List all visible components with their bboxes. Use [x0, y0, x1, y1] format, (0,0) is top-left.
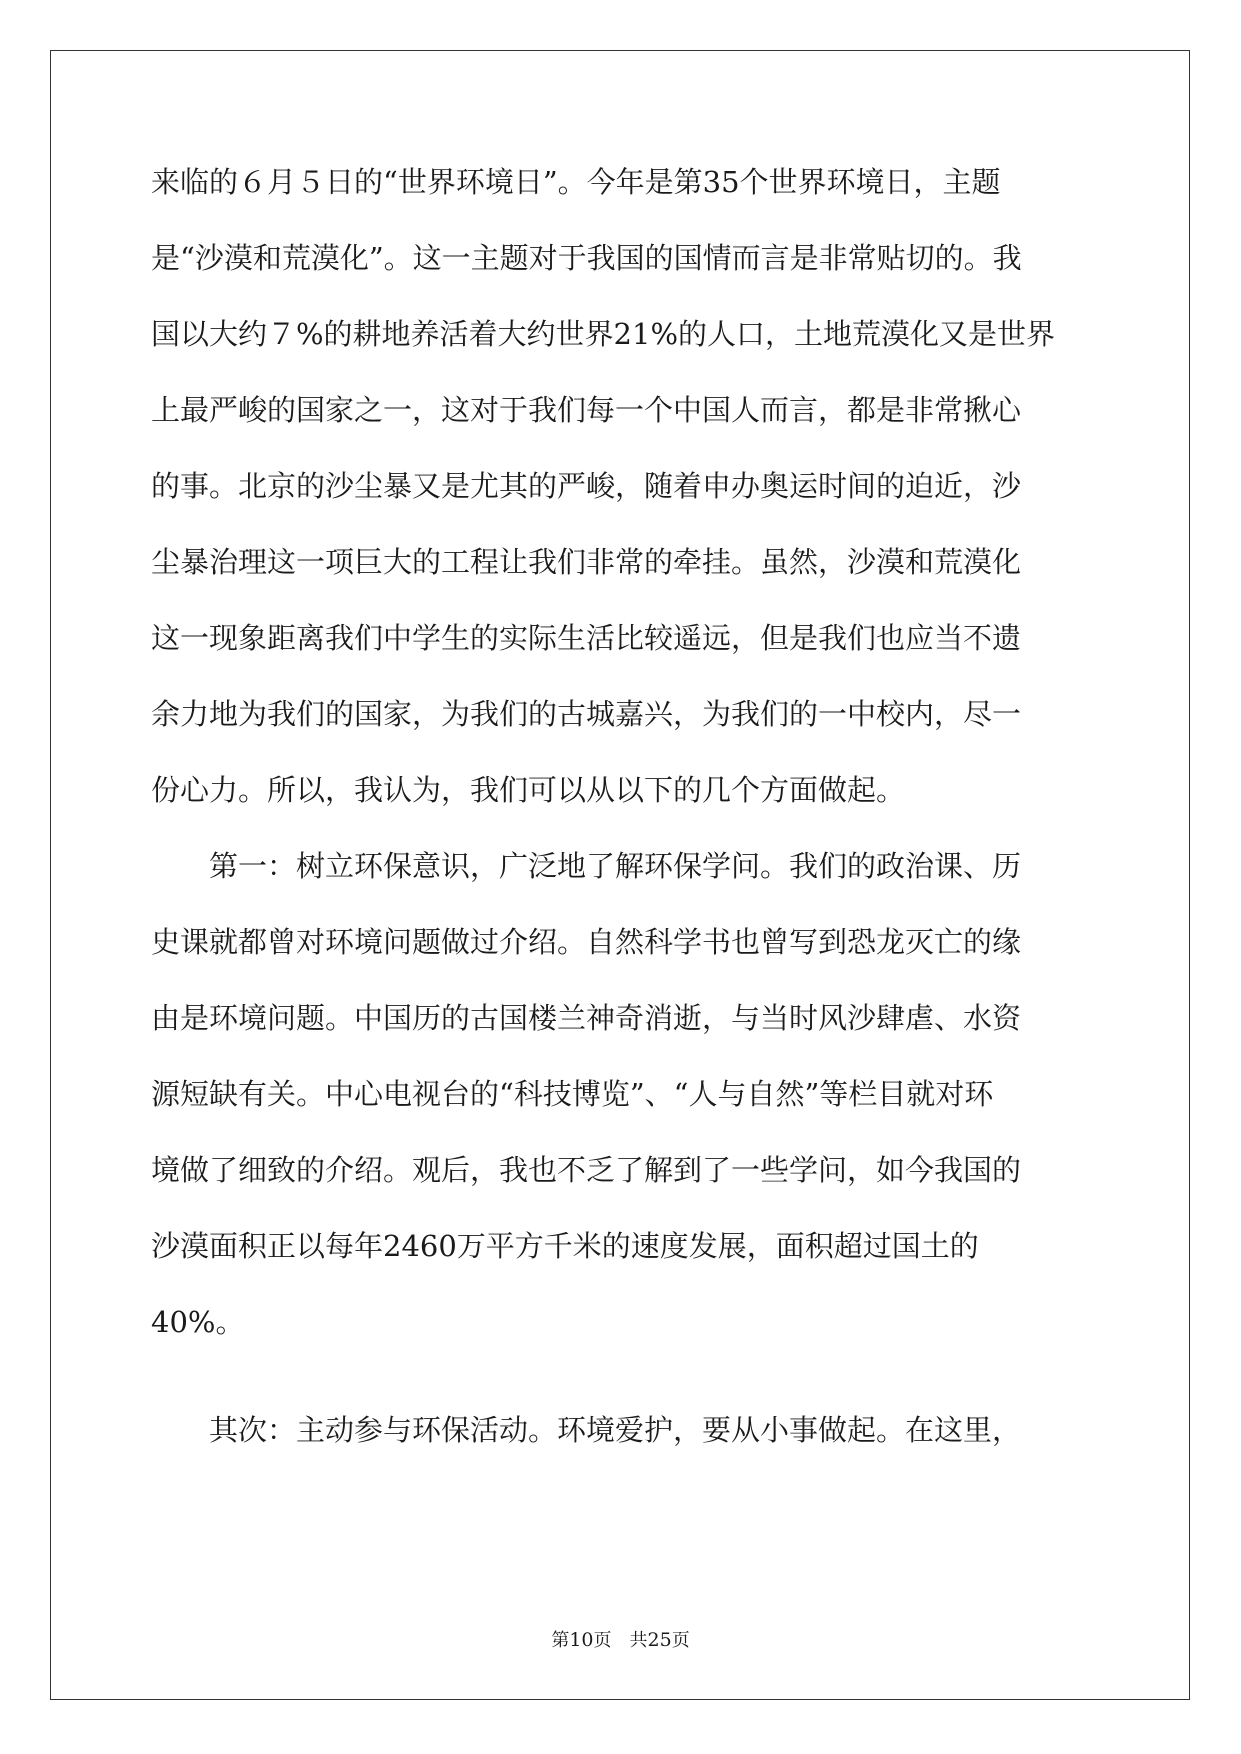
text-line: 沙漠面积正以每年2460万平方千米的速度发展，面积超过国土的 — [151, 1229, 979, 1263]
footer-total-prefix: 共 — [629, 1630, 648, 1651]
footer-page-mid: 页 — [593, 1630, 612, 1651]
text-line: 来临的６月５日的“世界环境日”。今年是第35个世界环境日，主题 — [151, 165, 1001, 199]
text-line: 尘暴治理这一项巨大的工程让我们非常的牵挂。虽然，沙漠和荒漠化 — [151, 545, 1022, 579]
text-line: 由是环境问题。中国历的古国楼兰神奇消逝，与当时风沙肆虐、水资 — [151, 1001, 1022, 1035]
text-line: 其次：主动参与环保活动。环境爱护，要从小事做起。在这里， — [151, 1413, 1022, 1447]
text-line: 份心力。所以，我认为，我们可以从以下的几个方面做起。 — [151, 773, 906, 807]
text-line: 的事。北京的沙尘暴又是尤其的严峻，随着申办奥运时间的迫近，沙 — [151, 469, 1022, 503]
text-line: 这一现象距离我们中学生的实际生活比较遥远，但是我们也应当不遗 — [151, 621, 1022, 655]
footer-page-prefix: 第 — [551, 1630, 570, 1651]
text-line: 源短缺有关。中心电视台的“科技博览”、“人与自然”等栏目就对环 — [151, 1077, 994, 1111]
text-line: 第一：树立环保意识，广泛地了解环保学问。我们的政治课、历 — [151, 849, 1022, 883]
text-line: 40%。 — [151, 1305, 245, 1339]
footer-total-suffix: 页 — [671, 1630, 690, 1651]
footer-page-total: 25 — [647, 1629, 672, 1651]
text-line: 境做了细致的介绍。观后，我也不乏了解到了一些学问，如今我国的 — [151, 1153, 1022, 1187]
footer-page-current: 10 — [569, 1629, 594, 1651]
page-footer — [0, 1626, 1241, 1652]
text-line: 是“沙漠和荒漠化”。这一主题对于我国的国情而言是非常贴切的。我 — [151, 241, 1022, 275]
text-line: 国以大约７%的耕地养活着大约世界21%的人口，土地荒漠化又是世界 — [151, 317, 1056, 351]
text-line: 史课就都曾对环境问题做过介绍。自然科学书也曾写到恐龙灭亡的缘 — [151, 925, 1022, 959]
body-text — [151, 160, 1091, 1484]
text-line: 余力地为我们的国家，为我们的古城嘉兴，为我们的一中校内，尽一 — [151, 697, 1022, 731]
text-line: 上最严峻的国家之一，这对于我们每一个中国人而言，都是非常揪心 — [151, 393, 1022, 427]
